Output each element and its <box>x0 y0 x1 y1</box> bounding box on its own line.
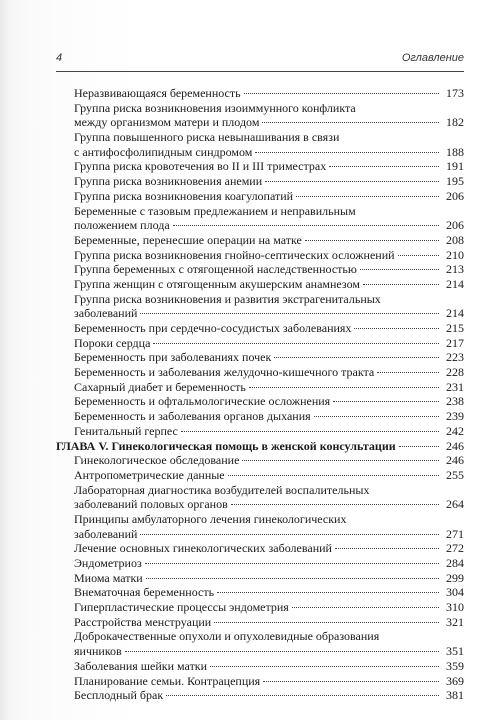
toc-page-number: 310 <box>446 600 464 615</box>
toc-page-number: 242 <box>446 423 464 438</box>
toc-entry <box>56 292 464 321</box>
toc-entry-title: Беременность и офтальмологические осложнения <box>74 394 331 409</box>
dot-leader <box>354 328 439 329</box>
toc-entry-line <box>74 262 464 277</box>
running-header <box>56 52 464 66</box>
toc-page-number: 381 <box>446 688 464 703</box>
toc-entry <box>56 350 464 365</box>
toc-entry-title: Антропометрические данные <box>74 467 225 482</box>
toc-entry-line <box>56 439 464 454</box>
toc-entry <box>56 585 464 600</box>
toc-entry <box>56 277 464 292</box>
dot-leader <box>329 166 439 167</box>
dot-leader <box>398 255 439 256</box>
toc-page-number: 223 <box>446 350 464 365</box>
toc-page-number: 239 <box>446 409 464 424</box>
toc-entry <box>56 424 464 439</box>
toc-entry <box>56 571 464 586</box>
toc-entry-line <box>74 101 464 116</box>
toc-entry-title: Беременность и заболевания желудочно-кишечного тракта <box>74 365 375 380</box>
toc-page-number: 246 <box>446 453 464 468</box>
toc-entry-line <box>74 174 464 189</box>
header-rule <box>56 71 464 72</box>
toc-entry <box>56 380 464 395</box>
toc-entry-title: Беременность при сердечно-сосудистых заболеваниях <box>74 321 352 335</box>
toc-entry <box>56 321 464 336</box>
toc-entry-line <box>74 277 464 292</box>
toc-entry <box>56 468 464 483</box>
toc-page-number: 173 <box>446 86 464 100</box>
toc-page-number: 208 <box>446 232 464 247</box>
toc-entry <box>56 394 464 409</box>
toc-page-number: 321 <box>446 614 464 629</box>
toc-entry <box>56 233 464 248</box>
dot-leader <box>377 372 439 373</box>
toc-entry-title: Неразвивающаяся беременность <box>74 86 241 100</box>
toc-page-number: 182 <box>446 115 464 130</box>
toc-page-number: 359 <box>446 658 464 673</box>
dot-leader <box>146 578 439 579</box>
dot-leader <box>181 431 439 432</box>
toc-entry-line <box>74 365 464 380</box>
toc-page-number: 214 <box>446 276 464 291</box>
toc-page-number: 246 <box>446 438 464 453</box>
toc-entry-title: Внематочная беременность <box>74 585 215 600</box>
toc-entry-line <box>74 629 464 644</box>
toc-entry <box>56 483 464 512</box>
dot-leader <box>255 152 439 153</box>
toc-page-number: 231 <box>446 379 464 394</box>
toc-entry-line <box>74 688 464 703</box>
toc-page-number: 238 <box>446 394 464 409</box>
toc-entry-title: между организмом матери и плодом <box>74 115 260 130</box>
toc-page-number: 272 <box>446 541 464 556</box>
toc-entry <box>56 541 464 556</box>
toc-entry <box>56 453 464 468</box>
toc-entry-title: Заболевания шейки матки <box>74 658 208 673</box>
toc-page-number: 271 <box>446 526 464 541</box>
toc-entry-line <box>74 218 464 233</box>
toc-entry-line <box>74 644 464 659</box>
dot-leader <box>333 401 439 402</box>
toc-entry-title: Группа риска возникновения гнойно-септических осложнений <box>74 247 395 262</box>
dot-leader <box>360 269 439 270</box>
toc-entry <box>56 262 464 277</box>
toc-entry-line <box>74 585 464 600</box>
toc-entry-title: Беременность при заболеваниях почек <box>74 350 272 365</box>
toc-entry-line <box>74 409 464 424</box>
toc-page-number: 210 <box>446 247 464 262</box>
toc-entry-title: Группа беременных с отягощенной наследственностью <box>74 262 357 277</box>
dot-leader <box>265 181 439 182</box>
toc-entry-line <box>74 233 464 248</box>
toc-entry-line <box>74 512 464 527</box>
dot-leader <box>292 607 439 608</box>
toc-entry-line <box>74 380 464 395</box>
toc-entry-line <box>74 394 464 409</box>
dot-leader <box>166 695 439 696</box>
toc-entry-line <box>74 292 464 307</box>
toc-page-number: 215 <box>446 321 464 335</box>
toc-page-number: 195 <box>446 174 464 189</box>
toc-entry <box>56 336 464 351</box>
toc-chapter-entry <box>56 439 464 454</box>
toc-entry-line <box>74 615 464 630</box>
toc-page-number: 217 <box>446 335 464 350</box>
dot-leader <box>242 460 439 461</box>
toc-entry-line <box>74 350 464 365</box>
toc-page-number: 214 <box>446 306 464 321</box>
toc-entry-title: Сахарный диабет и беременность <box>74 379 246 394</box>
toc-entry-line <box>74 556 464 571</box>
toc-page-number: 206 <box>446 188 464 203</box>
toc-page-number: 264 <box>446 497 464 512</box>
toc-entry <box>56 688 464 703</box>
toc-entry <box>56 174 464 189</box>
dot-leader <box>305 240 439 241</box>
dot-leader <box>314 416 439 417</box>
toc-entry-line <box>74 483 464 498</box>
toc-entry-title: Беременные, перенесшие операции на матке <box>74 232 302 247</box>
toc-entry-title: Группа женщин с отягощенным акушерским анамнезом <box>74 276 360 291</box>
toc-entry <box>56 86 464 101</box>
toc-entry-title: Гинекологическое обследование <box>74 453 240 468</box>
dot-leader <box>363 284 439 285</box>
toc-page-number: 213 <box>446 262 464 277</box>
dot-leader <box>296 196 439 197</box>
toc-entry-title: Доброкачественные опухоли и опухолевидные образования <box>74 629 380 644</box>
dot-leader <box>228 475 439 476</box>
dot-leader <box>140 313 439 314</box>
running-title: Оглавление <box>401 52 464 64</box>
toc-entry-line <box>74 600 464 615</box>
toc-entry-line <box>74 130 464 145</box>
toc-entry-line <box>74 248 464 263</box>
toc-page-number: 188 <box>446 144 464 159</box>
toc-entry <box>56 248 464 263</box>
toc-entry <box>56 409 464 424</box>
toc-entry-line <box>74 497 464 512</box>
dot-leader <box>214 622 439 623</box>
toc-page-number: 206 <box>446 218 464 233</box>
toc-page-number: 284 <box>446 556 464 570</box>
toc-entry-line <box>74 571 464 586</box>
toc-entry-line <box>74 468 464 483</box>
toc-entry-title: Лечение основных гинекологических заболеваний <box>74 541 332 556</box>
toc-entry-line <box>74 424 464 439</box>
page-number: 4 <box>56 52 63 64</box>
toc-page-number: 255 <box>446 467 464 482</box>
toc-entry-title: Миома матки <box>74 570 143 585</box>
dot-leader <box>210 666 439 667</box>
toc-entry <box>56 512 464 541</box>
toc-entry-line <box>74 159 464 174</box>
toc-entry <box>56 159 464 174</box>
toc-entry-title: Бесплодный брак <box>74 688 164 703</box>
toc-entry-title: заболеваний половых органов <box>74 497 228 512</box>
dot-leader <box>140 534 439 535</box>
toc-entry-line <box>74 674 464 689</box>
toc-entry-line <box>74 86 464 101</box>
toc-page-number: 228 <box>446 365 464 380</box>
dot-leader <box>145 563 439 564</box>
toc-entry-title: Беременные с тазовым предлежанием и неправильным <box>74 203 356 218</box>
toc-page-number: 304 <box>446 585 464 600</box>
toc-entry-title: Гиперпластические процессы эндометрия <box>74 600 289 615</box>
toc-page-number: 299 <box>446 570 464 585</box>
dot-leader <box>335 548 439 549</box>
toc-entry-line <box>74 527 464 542</box>
toc-entry <box>56 189 464 204</box>
dot-leader <box>153 343 439 344</box>
toc-entry <box>56 101 464 130</box>
toc-entry <box>56 659 464 674</box>
toc-entry-title: яичников <box>74 644 122 659</box>
toc-entry-title: Группа риска кровотечения во II и III триместрах <box>74 159 327 174</box>
dot-leader <box>244 93 439 94</box>
toc-entry-line <box>74 306 464 321</box>
toc-entry-title: Пороки сердца <box>74 335 151 350</box>
toc-entry-line <box>74 189 464 204</box>
table-of-contents <box>56 86 464 703</box>
dot-leader <box>173 225 439 226</box>
toc-entry-title: Группа риска возникновения анемии <box>74 174 263 189</box>
toc-entry <box>56 365 464 380</box>
toc-entry <box>56 629 464 658</box>
toc-entry-title: ГЛАВА V. Гинекологическая помощь в женской консультации <box>56 438 396 453</box>
toc-entry-title: положением плода <box>74 218 170 233</box>
toc-entry-line <box>74 321 464 336</box>
toc-entry-title: Эндометриоз <box>74 556 142 570</box>
toc-entry-title: Расстройства менструации <box>74 614 212 629</box>
dot-leader <box>231 504 439 505</box>
toc-entry-line <box>74 336 464 351</box>
dot-leader <box>274 357 439 358</box>
toc-page-number: 191 <box>446 159 464 174</box>
toc-entry-title: Лабораторная диагностика возбудителей воспалительных <box>74 482 370 497</box>
toc-entry-line <box>74 145 464 160</box>
toc-entry <box>56 130 464 159</box>
toc-entry-title: заболеваний <box>74 306 138 321</box>
toc-entry-line <box>74 115 464 130</box>
toc-entry-title: Группа риска возникновения коагулопатий <box>74 188 294 203</box>
toc-entry-line <box>74 659 464 674</box>
toc-entry-title: заболеваний <box>74 526 138 541</box>
dot-leader <box>125 651 439 652</box>
dot-leader <box>263 681 439 682</box>
toc-entry-title: Группа риска возникновения и развития экстрагенитальных <box>74 291 381 306</box>
toc-entry-title: с антифосфолипидным синдромом <box>74 144 253 159</box>
toc-entry-title: Генитальный герпес <box>74 423 178 438</box>
toc-entry <box>56 204 464 233</box>
toc-entry <box>56 615 464 630</box>
toc-entry-title: Группа риска возникновения изоиммунного конфликта <box>74 100 356 115</box>
dot-leader <box>217 592 439 593</box>
toc-page-number: 351 <box>446 644 464 659</box>
toc-entry-title: Беременность и заболевания органов дыхания <box>74 409 311 424</box>
dot-leader <box>262 122 439 123</box>
toc-entry-title: Группа повышенного риска невынашивания в связи <box>74 130 340 145</box>
toc-entry-title: Принципы амбулаторного лечения гинекологических <box>74 511 347 526</box>
toc-entry <box>56 674 464 689</box>
toc-entry <box>56 600 464 615</box>
toc-entry <box>56 556 464 571</box>
toc-page-number: 369 <box>446 673 464 688</box>
dot-leader <box>399 446 439 447</box>
toc-entry-line <box>74 204 464 219</box>
toc-entry-line <box>74 453 464 468</box>
toc-entry-line <box>74 541 464 556</box>
toc-entry-title: Планирование семьи. Контрацепция <box>74 673 261 688</box>
dot-leader <box>249 387 439 388</box>
